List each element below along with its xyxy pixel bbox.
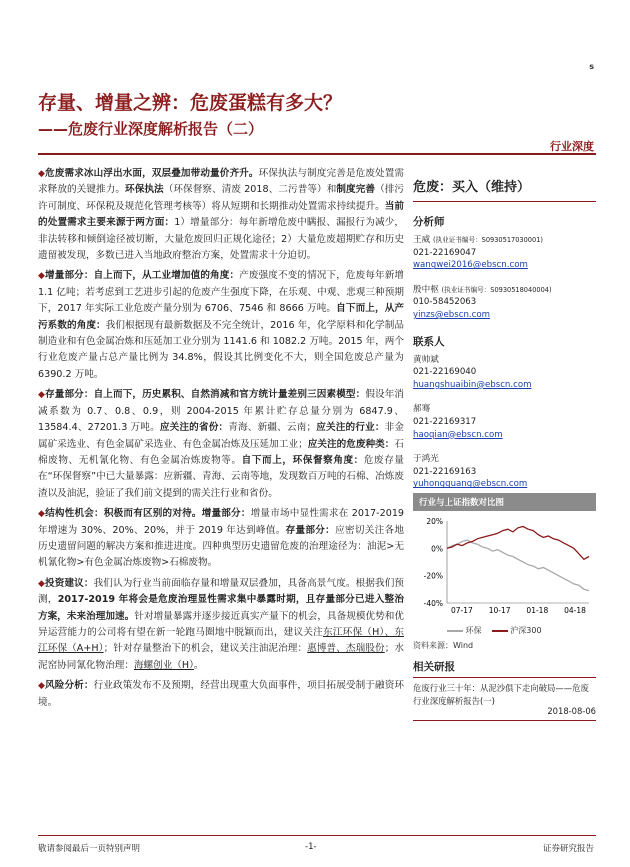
investment-text: 。 — [193, 659, 204, 671]
stock-bold: 应关注的行业： — [316, 422, 385, 434]
bullet-icon: ◆ — [38, 681, 46, 692]
contact-phone: 021-22169317 — [413, 416, 477, 427]
increment-bold: 自下而上，从产污系数的角度： — [38, 303, 405, 331]
comparison-chart — [413, 493, 596, 650]
investment-text: 针对增量暴露并逐步接近真实产量下的机会，具备规模优势和优异运营能力的公司将有望在新一轮跑马圈地中脱颖而出，建议关注 — [38, 610, 405, 638]
increment-text: 我们根据现有最新数据及不完全统计，2016 年，化学原料和化学制品制造业和有色金属冶炼和压延加工业分别为 1141.6 和 1082.2 万吨。2015 年，两个行业危废产量占总产量比例为 34.8%，假设其比例变化不大，则全国危废总产量为 6390.2 万吨。 — [38, 319, 405, 380]
footer-divider — [38, 835, 596, 836]
contact-card — [413, 354, 596, 392]
corner-mark: s — [589, 62, 594, 71]
summary-bold: 制度完善 — [336, 184, 376, 196]
stock-text: 假设年消减系数为 0.7、0.8、0.9，则 2004-2015 年累计贮存总量分别为 6847.9、13584.4、27201.3 万吨。 — [38, 389, 405, 434]
risk-lead: 风险分析： — [45, 680, 94, 692]
stock-bold: 自上而下，历史累积、自然消减和官方统计量差别三因素模型： — [93, 389, 366, 401]
analysts-heading: 分析师 — [413, 216, 445, 228]
series-line-1 — [447, 527, 589, 560]
sidebar — [413, 166, 596, 491]
y-tick-label: -40% — [423, 599, 443, 608]
stock-link[interactable]: 惠博普、杰瑞股份 — [307, 643, 385, 655]
chart-legend — [447, 625, 596, 636]
stock-bold: 应关注的危废种类： — [307, 438, 395, 450]
page-number: -1- — [305, 842, 317, 852]
paragraph-risk — [38, 678, 404, 711]
y-tick-label: 20% — [426, 517, 443, 526]
stock-link[interactable]: 海螺创业（H） — [133, 659, 194, 671]
structural-text: 应密切关注各地历史遗留问题的解决方案和推进进度。四种典型历史遗留危废的治理途径为：油泥>无机氰化物>有色金属冶炼废物>石棉废物。 — [38, 524, 405, 569]
risk-text: 行业政策发布不及预期，经营出现重大负面事件，项目拓展受制于融资环境。 — [38, 680, 405, 708]
contact-email[interactable]: haoqian@ebscn.com — [413, 429, 503, 440]
category-tag: 行业深度 — [550, 140, 594, 153]
legend-label-0: 环保 — [465, 626, 482, 635]
analyst-name: 王威 — [413, 235, 431, 245]
summary-bold: 当前的处置需求主要来源于两方面： — [38, 200, 405, 229]
structural-lead: 结构性机会：积极而有区别的对待。 — [45, 508, 202, 520]
related-research-item[interactable]: 危废行业三十年：从泥沙俱下走向破局——危废行业深度解析报告(一) — [413, 683, 589, 706]
increment-bold: 自上而下，从工业增加值的角度： — [93, 270, 240, 282]
rating-box: 危废：买入（维持） — [413, 166, 596, 202]
paragraph-summary — [38, 166, 404, 264]
bullet-icon: ◆ — [38, 169, 46, 179]
summary-text: 1）增量部分：每年新增危废中瞒报、漏报行为减少，非法转移和倾倒途径被切断，大量危废回归正规化途径；2）大量危废超期贮存和历史遗留被发现，多数已进入当地政府整治方案，处置需求十分迫切。 — [38, 217, 405, 262]
bullet-icon: ◆ — [38, 578, 46, 589]
paragraph-increment — [38, 268, 404, 383]
summary-text: 环保执法与制度完善是危废处置需求释放的关键推力。 — [38, 168, 405, 196]
research-divider — [413, 720, 596, 721]
increment-text: 产废强度不变的情况下，危废每年新增 1.1 亿吨；若考虑到工艺进步引起的危废产生强度下降，在乐观、中观、悲观三种预期下，2017 年实际工业危废产量分别为 6706、7546 和 8666 万吨。 — [38, 270, 405, 315]
main-body — [38, 166, 404, 715]
contact-email[interactable]: huangshuaibin@ebscn.com — [413, 379, 532, 390]
related-research-date: 2018-08-06 — [547, 706, 596, 716]
analyst-email[interactable]: wangwei2016@ebscn.com — [413, 260, 528, 271]
bullet-icon: ◆ — [38, 390, 46, 401]
analyst-cert: (执业证书编号：S0930517030001) — [432, 236, 543, 244]
analyst-phone: 010-58452063 — [413, 297, 477, 308]
header-divider — [38, 153, 596, 155]
stock-bold: 自下而上，环保督察角度： — [241, 454, 364, 466]
summary-text: （环保督察、清废 2018、二污普等）和 — [163, 184, 337, 196]
footer-report-type: 证券研究报告 — [542, 844, 594, 854]
summary-text: （排污许可制度、环保税及规范化管理考核等）将从短期和长期推动处置需求持续提升。 — [38, 184, 405, 212]
footer-disclaimer: 敬请参阅最后一页特别声明 — [38, 844, 141, 854]
stock-bold: 应关注的省份： — [159, 422, 229, 434]
contact-card — [413, 403, 596, 441]
analyst-email[interactable]: yinzs@ebscn.com — [413, 309, 490, 320]
legend-swatch-1 — [492, 630, 508, 632]
x-tick-label: 04-18 — [564, 606, 586, 615]
legend-label-1: 沪深300 — [510, 626, 542, 635]
report-title: 存量、增量之辨：危废蛋糕有多大？ — [38, 92, 343, 114]
stock-link[interactable]: 东江环保（H）、东江环保（A+H） — [38, 626, 404, 655]
investment-text: ；水泥窑协同氰化物治理： — [38, 643, 405, 671]
contact-phone: 021-22169040 — [413, 367, 477, 378]
bullet-icon: ◆ — [38, 509, 46, 520]
chart-title: 行业与上证指数对比图 — [413, 493, 596, 511]
legend-swatch-0 — [447, 630, 463, 632]
investment-text: ；针对存量整治下的机会，建议关注油泥治理： — [103, 643, 308, 655]
investment-lead: 投资建议： — [45, 577, 94, 589]
stock-text: 青海、新疆、云南； — [228, 422, 317, 434]
analyst-phone: 021-22169047 — [413, 247, 477, 258]
analyst-card — [413, 284, 596, 322]
structural-text: 增量市场中显性需求在 2017-2019 年增速为 30%、20%、20%，并于 2019 年达到峰值。 — [38, 508, 405, 536]
y-tick-label: 0% — [431, 544, 443, 554]
contacts-heading: 联系人 — [413, 335, 445, 348]
increment-lead: 增量部分： — [45, 270, 94, 282]
x-tick-label: 07-17 — [451, 606, 473, 615]
contact-card — [413, 453, 596, 491]
contact-phone: 021-22169163 — [413, 466, 477, 477]
contact-name: 于鸿光 — [413, 454, 439, 465]
summary-lead: 危废需求冰山浮出水面，双层叠加带动量价齐升。 — [45, 168, 259, 179]
summary-bold: 环保执法 — [125, 184, 164, 196]
x-tick-label: 01-18 — [526, 606, 549, 615]
structural-bold: 存量部分： — [285, 524, 336, 536]
structural-bold: 增量部分： — [201, 508, 251, 520]
y-tick-label: -20% — [423, 571, 443, 581]
investment-bold: 2017-2019 年将会是危废治理显性需求集中暴露时期，且存量部分已进入整治方案，未来治理加速。 — [38, 594, 404, 622]
paragraph-structural — [38, 506, 404, 572]
stock-text: 石棉废物、无机氰化物、有色金属冶炼废物等。 — [38, 438, 405, 466]
stock-text: 非金属矿采选业、有色金属矿采选业、有色金属冶炼及压延加工业； — [38, 422, 405, 450]
analyst-name: 殷中枢 — [413, 284, 439, 295]
report-subtitle: ——危废行业深度解析报告（二） — [38, 120, 264, 138]
related-research-heading: 相关研报 — [413, 659, 596, 678]
investment-text: 我们认为行业当前面临存量和增量双层叠加，具备高景气度。根据我们预测， — [38, 577, 405, 606]
paragraph-stock — [38, 387, 404, 502]
paragraph-investment — [38, 576, 404, 674]
stock-lead: 存量部分： — [45, 389, 94, 401]
contact-name: 郝骞 — [413, 404, 431, 415]
chart-canvas — [413, 511, 596, 621]
stock-text: 危废存量在“环保督察”中已大量暴露：应新疆、青海、云南等地，发现数百万吨的石棉、冶炼废渣以及油泥，验证了我们前文提到的需关注行业和省份。 — [38, 454, 405, 499]
analyst-card — [413, 234, 596, 272]
contact-name: 黄帅斌 — [413, 354, 439, 365]
bullet-icon: ◆ — [38, 271, 46, 282]
series-line-0 — [447, 540, 589, 591]
analyst-cert: (执业证书编号：S0930518040004) — [441, 285, 552, 294]
chart-source: 资料来源：Wind — [413, 641, 474, 650]
contact-email[interactable]: yuhongguang@ebscn.com — [413, 479, 528, 490]
x-tick-label: 10-17 — [488, 606, 511, 615]
